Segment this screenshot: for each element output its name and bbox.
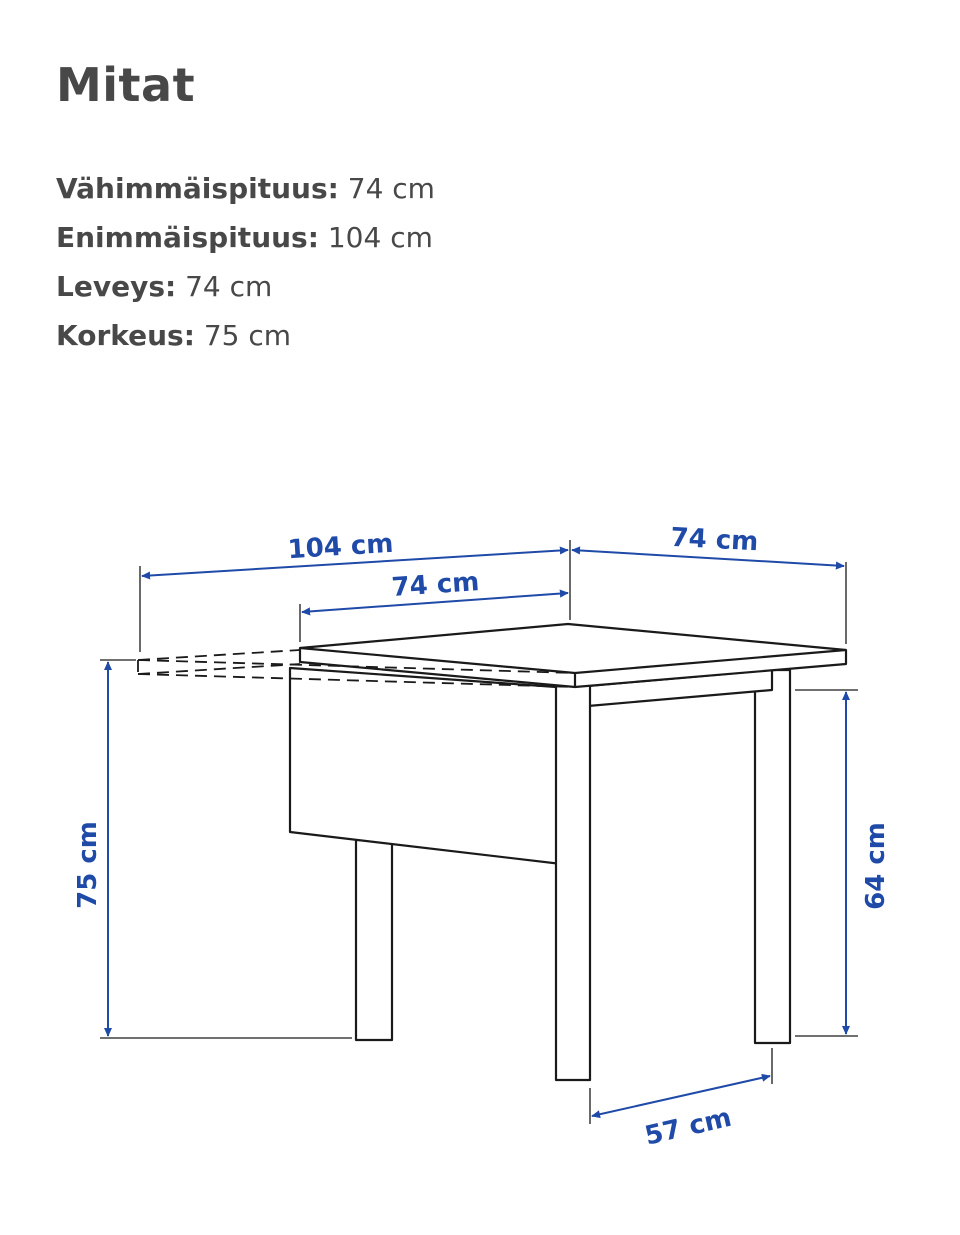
table-leg-front	[556, 684, 590, 1080]
spec-label: Enimmäispituus:	[56, 221, 319, 254]
table-drop-leaf	[290, 668, 570, 865]
raised-leaf-edge	[138, 664, 300, 674]
dim-label-max-length: 104 cm	[286, 528, 395, 566]
dim-label-width: 74 cm	[669, 522, 760, 558]
raised-leaf-edge	[138, 650, 300, 660]
table-leg-back-right	[755, 670, 790, 1043]
page-title: Mitat	[56, 58, 196, 112]
spec-value: 104 cm	[327, 221, 433, 254]
spec-label: Leveys:	[56, 270, 177, 303]
table-illustration	[290, 624, 846, 1080]
dim-label-min-length: 74 cm	[390, 566, 481, 604]
spec-label: Korkeus:	[56, 319, 195, 352]
spec-label: Vähimmäispituus:	[56, 172, 339, 205]
dim-label-leg-distance: 57 cm	[642, 1102, 735, 1152]
table-leg-back-left	[356, 840, 392, 1040]
dim-label-height: 75 cm	[73, 821, 103, 909]
dimension-line-leg-distance	[592, 1076, 770, 1116]
spec-value: 75 cm	[203, 319, 292, 352]
dim-label-clearance: 64 cm	[861, 822, 891, 910]
spec-value: 74 cm	[347, 172, 435, 205]
spec-value: 74 cm	[185, 270, 273, 303]
